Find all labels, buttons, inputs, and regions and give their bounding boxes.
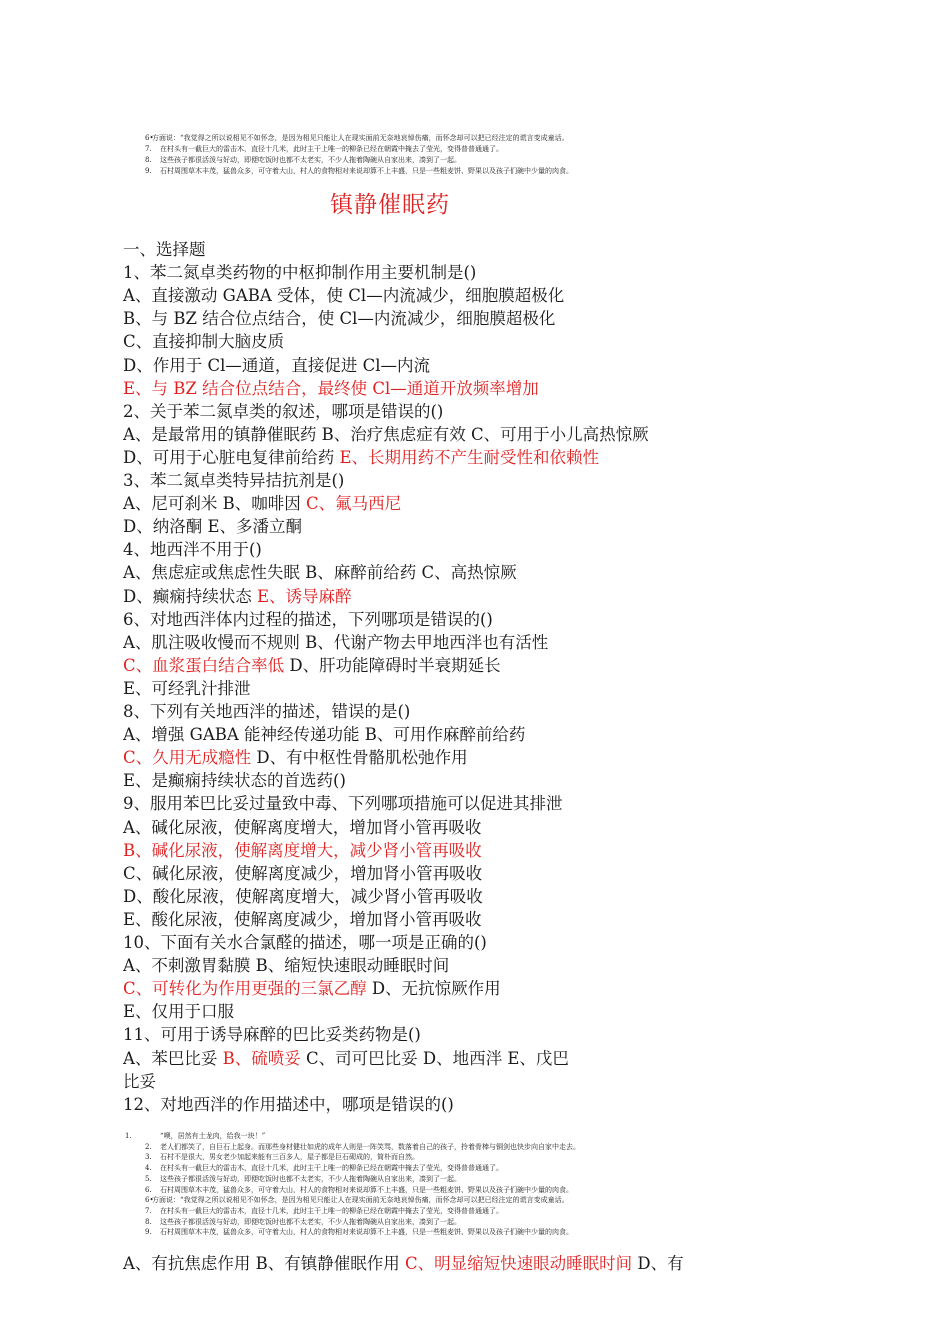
question-line — [123, 444, 803, 468]
note-number: 6. — [145, 1185, 152, 1194]
note-text: 石村周围草木丰茂，猛兽众多，可守着大山，村人的食物相对来说却算不上丰盛，只是一些粗麦饼、野果以及孩子们碗中少量的肉食。 — [160, 1185, 573, 1194]
note-number: 8. — [145, 1217, 152, 1226]
question-line — [123, 236, 803, 260]
question-line — [123, 536, 803, 560]
question-line — [123, 259, 803, 283]
question-line — [123, 814, 803, 838]
note-number: 7. — [145, 1206, 152, 1215]
line-text: 4、地西泮不用于() — [123, 540, 262, 560]
note-number: 3. — [145, 1153, 152, 1162]
note-number: 6• — [145, 134, 154, 142]
note-text: 在村头有一截巨大的雷击木，直径十几米，此时主干上唯一的柳条已经在朝霞中掩去了莹光，变得普普通通了。 — [160, 1164, 503, 1173]
line-text: 比妥 — [123, 1071, 156, 1091]
question-line — [123, 790, 803, 814]
question-line — [123, 952, 803, 976]
question-line — [123, 559, 803, 583]
answer-text: E、长期用药不产生耐受性和依赖性 — [339, 447, 600, 467]
question-line — [123, 1068, 803, 1092]
question-line — [123, 375, 803, 399]
question-line — [123, 721, 803, 745]
question-line — [123, 421, 803, 445]
line-text: 11、可用于诱导麻醉的巴比妥类药物是() — [123, 1025, 421, 1045]
note-number: 1. — [125, 1132, 132, 1140]
question-line — [123, 398, 803, 422]
question-line — [123, 583, 803, 607]
line-text: A、不刺激胃黏膜 B、缩短快速眼动睡眠时间 — [123, 956, 450, 976]
note-text: 方面说：“我觉得之所以说相见不如怀念，是因为相见只能让人在现实面前无奈地哀悼伤痛，而怀念却可以把已经注定的谎言变成童话。 — [152, 1196, 569, 1205]
line-text: A、直接激动 GABA 受体，使 Cl—内流减少，细胞膜超极化 — [123, 286, 565, 306]
question-line — [123, 698, 803, 722]
answer-text: C、氟马西尼 — [306, 494, 402, 514]
line-text: C、司可巴比妥 D、地西泮 E、戊巴 — [306, 1048, 569, 1068]
note-number: 5. — [145, 1174, 152, 1183]
page-title: 镇静催眠药 — [330, 192, 450, 218]
line-text: 10、下面有关水合氯醛的描述，哪一项是正确的() — [123, 933, 487, 952]
note-text: 这些孩子都很活泼与好动，即便吃饭时也都不太老实，不少人拖着陶碗从自家出来，凑到了一起。 — [160, 156, 461, 164]
line-text: 1、苯二氮卓类药物的中枢抑制作用主要机制是() — [123, 263, 477, 283]
question-line — [123, 998, 803, 1022]
question-line — [123, 629, 803, 653]
line-text: E、仅用于口服 — [123, 1002, 235, 1022]
line-text: A、焦虑症或焦虑性失眠 B、麻醉前给药 C、高热惊厥 — [123, 563, 517, 583]
line-text: A、有抗焦虑作用 B、有镇静催眠作用 — [123, 1254, 406, 1273]
question-line — [123, 305, 803, 329]
line-text: D、肝功能障碍时半衰期延长 — [289, 655, 501, 675]
note-number: 8. — [145, 156, 152, 164]
line-text: 3、苯二氮卓类特异拮抗剂是() — [123, 471, 345, 490]
line-text: C、直接抑制大脑皮质 — [123, 332, 285, 352]
line-text: D、酸化尿液，使解离度增大，减少肾小管再吸收 — [123, 886, 483, 906]
question-line — [123, 1021, 803, 1045]
note-text: 老人们都笑了，自巨石上起身。而那些身材健壮如虎的成年人则是一阵笑骂，数落着自己的孩子，拎着骨棒与铜剑也快步向自家中走去。 — [160, 1142, 580, 1151]
line-text: A、肌注吸收慢而不规则 B、代谢产物去甲地西泮也有活性 — [123, 632, 549, 652]
line-text: E、酸化尿液，使解离度减少，增加肾小管再吸收 — [123, 909, 482, 929]
question-line — [123, 767, 803, 791]
note-number: 4. — [145, 1164, 152, 1173]
note-number: 7. — [145, 145, 152, 153]
note-text: 在村头有一截巨大的雷击木，直径十几米，此时主干上唯一的柳条已经在朝霞中掩去了莹光，变得普普通通了。 — [160, 145, 503, 153]
question-line — [123, 744, 803, 768]
answer-text: E、诱导麻醉 — [256, 586, 352, 606]
line-text: 一、选择题 — [123, 240, 206, 259]
note-text: 石村周围草木丰茂，猛兽众多，可守着大山，村人的食物相对来说却算不上丰盛，只是一些粗麦饼、野果以及孩子们碗中少量的肉食。 — [160, 167, 573, 175]
question-line — [123, 1045, 803, 1069]
note-text: 石村不是很大，男女老少加起来能有三百多人，屋子都是巨石砌成的，简朴而自然。 — [160, 1153, 419, 1162]
line-text: A、苯巴比妥 — [123, 1048, 223, 1068]
question-line — [123, 883, 803, 907]
question-line — [123, 675, 803, 699]
answer-text: B、硫喷妥 — [222, 1048, 307, 1068]
answer-text: C、血浆蛋白结合率低 — [123, 655, 290, 675]
question-line — [123, 606, 803, 630]
answer-text: C、明显缩短快速眼动睡眠时间 — [405, 1254, 638, 1273]
line-text: D、作用于 Cl—通道，直接促进 Cl—内流 — [123, 355, 431, 375]
answer-text: C、可转化为作用更强的三氯乙醇 — [123, 979, 372, 999]
line-text: B、与 BZ 结合位点结合，使 Cl—内流减少，细胞膜超极化 — [123, 309, 556, 329]
note-text: 这些孩子都很活泼与好动，即便吃饭时也都不太老实，不少人拖着陶碗从自家出来，凑到了一起。 — [160, 1217, 461, 1226]
line-text: A、是最常用的镇静催眠药 B、治疗焦虑症有效 C、可用于小儿高热惊厥 — [123, 424, 649, 444]
question-line — [123, 906, 803, 930]
question-line — [123, 513, 803, 537]
line-text: 6、对地西泮体内过程的描述，下列哪项是错误的() — [123, 609, 493, 629]
line-text: A、尼可刹米 B、咖啡因 — [123, 494, 307, 514]
note-number: 9. — [145, 1228, 152, 1237]
note-text: 石村周围草木丰茂，猛兽众多，可守着大山，村人的食物相对来说却算不上丰盛，只是一些粗麦饼、野果以及孩子们碗中少量的肉食。 — [160, 1228, 573, 1237]
note-number: 9. — [145, 167, 152, 175]
line-text: E、是癫痫持续状态的首选药() — [123, 771, 346, 791]
answer-text: C、久用无成瘾性 — [123, 748, 257, 768]
question-line — [123, 467, 803, 491]
question-line — [123, 328, 803, 352]
line-text: D、有中枢性骨骼肌松弛作用 — [256, 748, 468, 768]
note-number: 2. — [145, 1142, 152, 1151]
note-text: 在村头有一截巨大的雷击木，直径十几米，此时主干上唯一的柳条已经在朝霞中掩去了莹光，变得普普通通了。 — [160, 1206, 503, 1215]
question-line — [123, 929, 803, 953]
note-text: 这些孩子都很活泼与好动，即便吃饭时也都不太老实，不少人拖着陶碗从自家出来，凑到了一起。 — [160, 1174, 461, 1183]
line-text: D、可用于心脏电复律前给药 — [123, 447, 340, 467]
question-line — [123, 352, 803, 376]
line-text: E、可经乳汁排泄 — [123, 678, 251, 698]
line-text: 12、对地西泮的作用描述中，哪项是错误的() — [123, 1094, 454, 1114]
line-text: 2、关于苯二氮卓类的叙述，哪项是错误的() — [123, 401, 444, 421]
question-line — [123, 975, 803, 999]
question-line — [123, 282, 803, 306]
line-text: D、纳洛酮 E、多潘立酮 — [123, 517, 303, 537]
question-line — [123, 837, 803, 861]
line-text: D、有 — [637, 1254, 684, 1273]
line-text: C、碱化尿液，使解离度减少，增加肾小管再吸收 — [123, 863, 483, 883]
line-text: 8、下列有关地西泮的描述，错误的是() — [123, 702, 411, 721]
line-text: D、无抗惊厥作用 — [371, 979, 501, 999]
question-line — [123, 652, 803, 676]
question-line — [123, 1091, 803, 1115]
note-text: 方面说：“我觉得之所以说相见不如怀念，是因为相见只能让人在现实面前无奈地哀悼伤痛，而怀念却可以把已经注定的谎言变成童话。 — [152, 134, 569, 142]
line-text: D、癫痫持续状态 — [123, 586, 257, 606]
question-line — [123, 860, 803, 884]
line-text: 9、服用苯巴比妥过量致中毒、下列哪项措施可以促进其排泄 — [123, 794, 563, 814]
note-text: “噢，居然有土龙肉，给我一块！” — [160, 1132, 266, 1140]
line-text: A、增强 GABA 能神经传递功能 B、可用作麻醉前给药 — [123, 725, 526, 745]
question-12-options — [123, 1250, 803, 1274]
answer-text: B、碱化尿液，使解离度增大，减少肾小管再吸收 — [123, 840, 482, 860]
note-number: 6• — [145, 1196, 154, 1205]
question-line — [123, 490, 803, 514]
line-text: A、碱化尿液，使解离度增大，增加肾小管再吸收 — [123, 817, 482, 837]
answer-text: E、与 BZ 结合位点结合，最终使 Cl—通道开放频率增加 — [123, 378, 539, 398]
